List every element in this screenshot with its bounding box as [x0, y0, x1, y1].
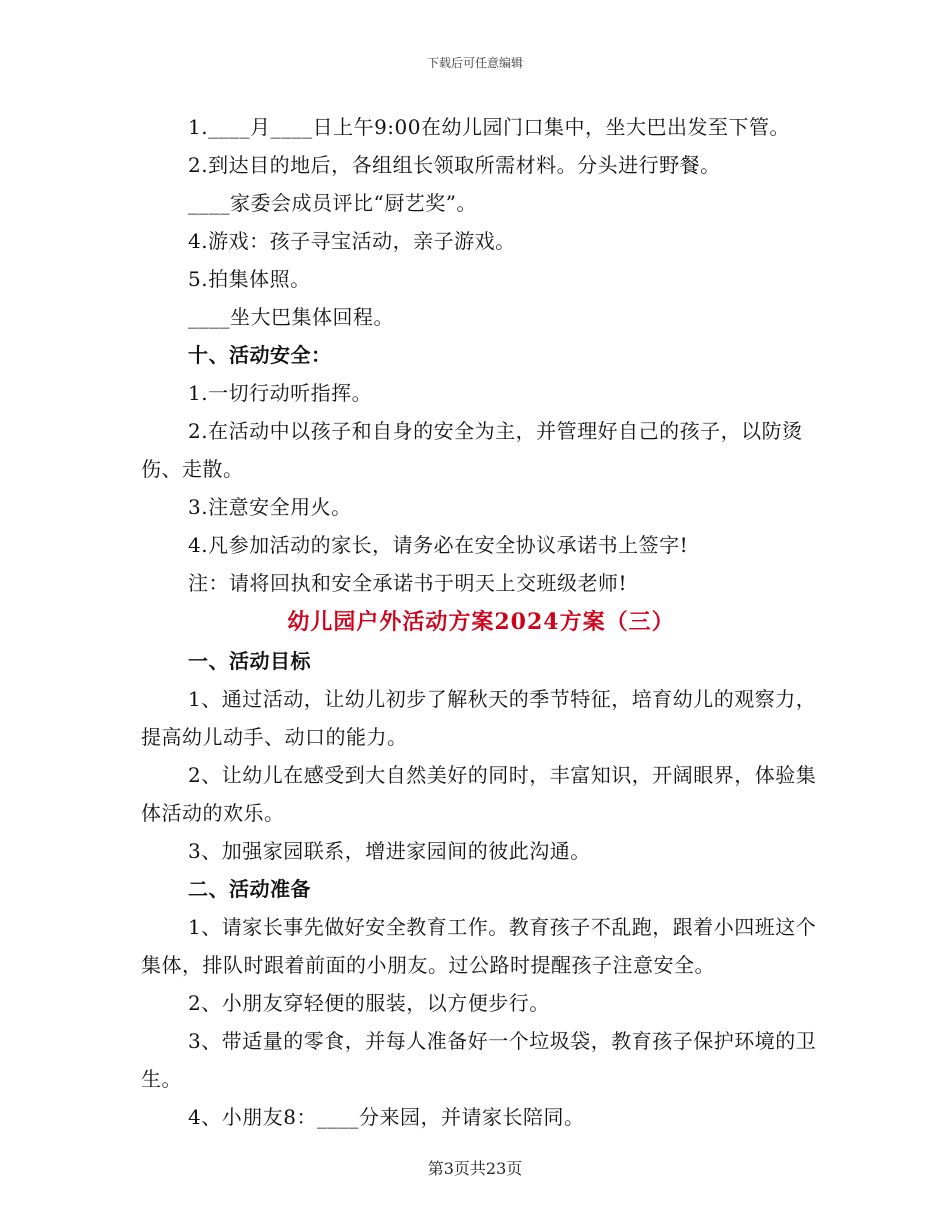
section-heading: 十、活动安全：	[188, 343, 332, 367]
paragraph: 3.注意安全用火。	[188, 495, 352, 519]
document-body	[141, 108, 821, 1136]
paragraph: 2、让幼儿在感受到大自然美好的同时，丰富知识，开阔眼界，体验集体活动的欢乐。	[141, 763, 817, 825]
paragraph: 3、加强家园联系，增进家园间的彼此沟通。	[188, 839, 591, 863]
paragraph: 2.到达目的地后，各组组长领取所需材料。分头进行野餐。	[188, 153, 721, 177]
paragraph: 2、小朋友穿轻便的服装，以方便步行。	[188, 991, 550, 1015]
section-title: 幼儿园户外活动方案2024方案（三）	[287, 609, 675, 635]
paragraph: 2.在活动中以孩子和自身的安全为主，并管理好自己的孩子，以防烫伤、走散。	[141, 419, 803, 481]
paragraph: 1、通过活动，让幼儿初步了解秋天的季节特征，培育幼儿的观察力，提高幼儿动手、动口的能力。	[141, 687, 817, 749]
paragraph: ____坐大巴集体回程。	[188, 305, 394, 329]
paragraph: 4、小朋友8：____分来园，并请家长陪同。	[188, 1105, 585, 1129]
paragraph: 1、请家长事先做好安全教育工作。教育孩子不乱跑，跟着小四班这个集体，排队时跟着前面的小朋友。过公路时提醒孩子注意安全。	[141, 915, 817, 977]
paragraph: 4.游戏：孩子寻宝活动，亲子游戏。	[188, 229, 516, 253]
section-heading: 一、活动目标	[188, 649, 311, 673]
section-heading: 二、活动准备	[188, 877, 311, 901]
page-header-note: 下载后可任意编辑	[426, 56, 523, 70]
paragraph: ____家委会成员评比“厨艺奖”。	[188, 191, 477, 215]
paragraph: 1.一切行动听指挥。	[188, 381, 373, 405]
paragraph: 4.凡参加活动的家长，请务必在安全协议承诺书上签字!	[188, 533, 689, 557]
paragraph: 1.____月____日上午9:00在幼儿园门口集中，坐大巴出发至下管。	[188, 115, 790, 139]
paragraph: 5.拍集体照。	[188, 267, 311, 291]
page-number: 第3页共23页	[427, 1159, 523, 1178]
note-paragraph: 注：请将回执和安全承诺书于明天上交班级老师!	[188, 571, 628, 595]
paragraph: 3、带适量的零食，并每人准备好一个垃圾袋，教育孩子保护环境的卫生。	[141, 1029, 817, 1091]
